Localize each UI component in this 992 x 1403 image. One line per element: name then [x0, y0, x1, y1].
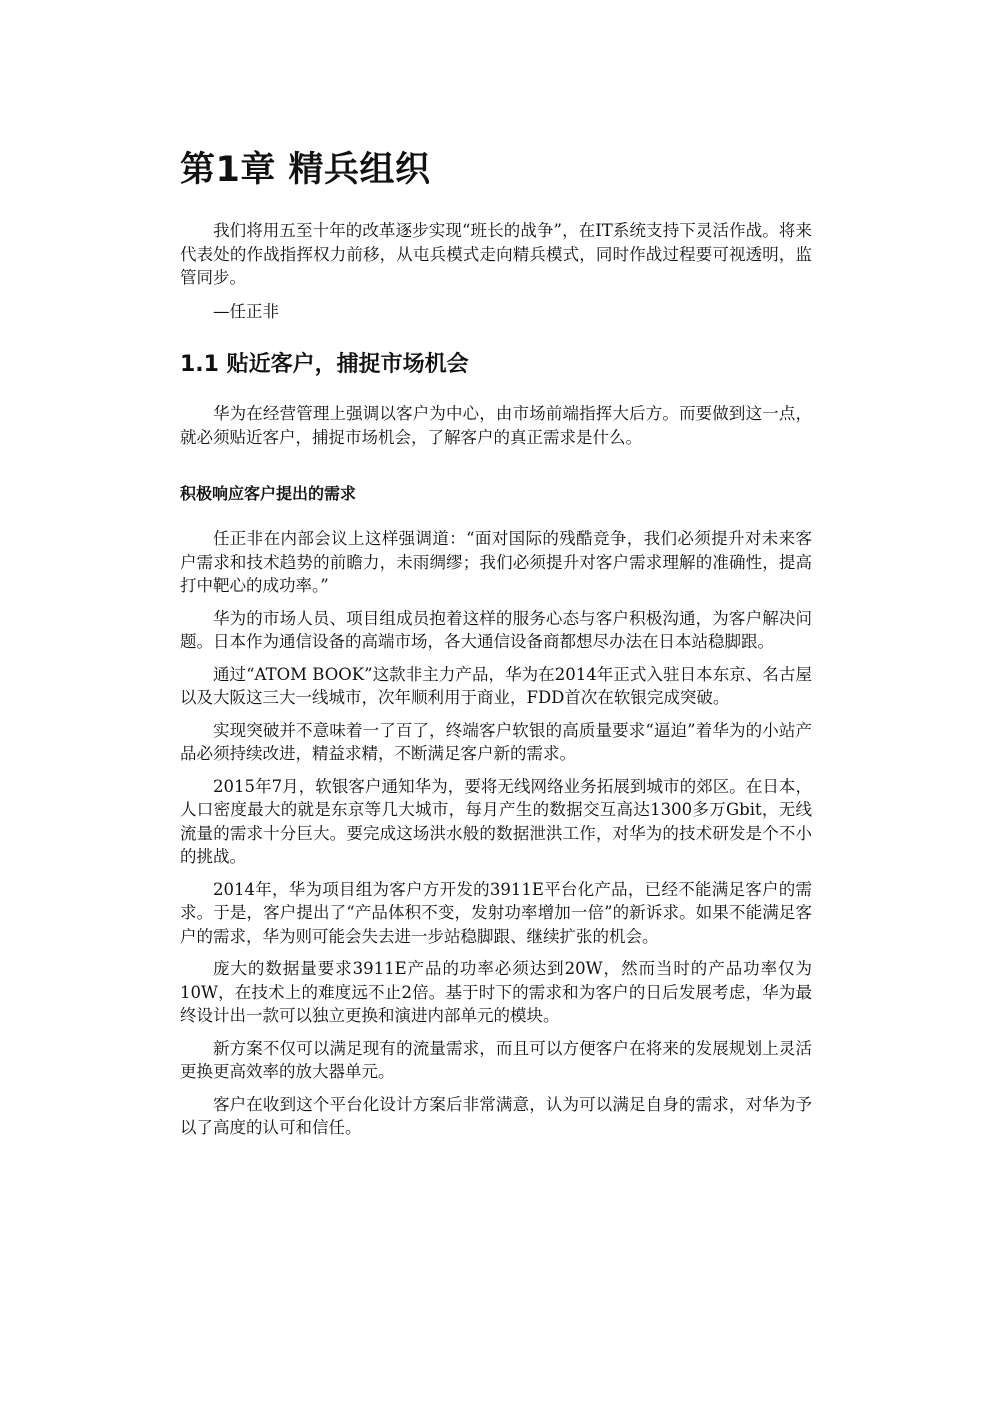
epigraph-attribution: —任正非 [213, 301, 279, 321]
body-paragraph: 任正非在内部会议上这样强调道：“面对国际的残酷竞争，我们必须提升对未来客户需求和技术趋势的前瞻力，未雨绸缪；我们必须提升对客户需求理解的准确性，提高打中靶心的成功率。” [180, 529, 812, 595]
section-title: 1.1 贴近客户，捕捉市场机会 [180, 352, 469, 377]
chapter-epigraph: 我们将用五至十年的改革逐步实现“班长的战争”，在IT系统支持下灵活作战。将来代表处的作战指挥权力前移，从屯兵模式走向精兵模式，同时作战过程要可视透明，监管同步。 [180, 221, 812, 287]
body-paragraph: 2015年7月，软银客户通知华为，要将无线网络业务拓展到城市的郊区。在日本，人口密度最大的就是东京等几大城市，每月产生的数据交互高达1300多万Gbit，无线流量的需求十分巨大。要完成这场洪水般的数据泄洪工作，对华为的技术研发是个不小的挑战。 [180, 776, 812, 866]
body-paragraph: 实现突破并不意味着一了百了，终端客户软银的高质量要求“逼迫”着华为的小站产品必须持续改进，精益求精，不断满足客户新的需求。 [180, 720, 812, 763]
body-paragraph: 2014年，华为项目组为客户方开发的3911E平台化产品，已经不能满足客户的需求。于是，客户提出了“产品体积不变，发射功率增加一倍”的新诉求。如果不能满足客户的需求，华为则可能会失去进一步站稳脚跟、继续扩张的机会。 [180, 879, 812, 946]
body-paragraph: 客户在收到这个平台化设计方案后非常满意，认为可以满足自身的需求，对华为予以了高度的认可和信任。 [180, 1094, 812, 1137]
subsection-title: 积极响应客户提出的需求 [180, 484, 357, 503]
body-paragraph: 通过“ATOM BOOK”这款非主力产品，华为在2014年正式入驻日本东京、名古屋以及大阪这三大一线城市，次年顺利用于商业，FDD首次在软银完成突破。 [180, 664, 812, 707]
body-paragraph: 庞大的数据量要求3911E产品的功率必须达到20W，然而当时的产品功率仅为10W，在技术上的难度远不止2倍。基于时下的需求和为客户的日后发展考虑，华为最终设计出一款可以独立更换和演进内部单元的模块。 [180, 959, 812, 1025]
section-intro-paragraph: 华为在经营管理上强调以客户为中心，由市场前端指挥大后方。而要做到这一点，就必须贴近客户，捕捉市场机会，了解客户的真正需求是什么。 [180, 404, 812, 447]
chapter-title: 第1章 精兵组织 [180, 150, 431, 190]
body-paragraph: 新方案不仅可以满足现有的流量需求，而且可以方便客户在将来的发展规划上灵活更换更高效率的放大器单元。 [180, 1038, 812, 1081]
body-paragraph: 华为的市场人员、项目组成员抱着这样的服务心态与客户积极沟通，为客户解决问题。日本作为通信设备的高端市场，各大通信设备商都想尽办法在日本站稳脚跟。 [180, 608, 812, 651]
page-content [180, 148, 812, 1140]
